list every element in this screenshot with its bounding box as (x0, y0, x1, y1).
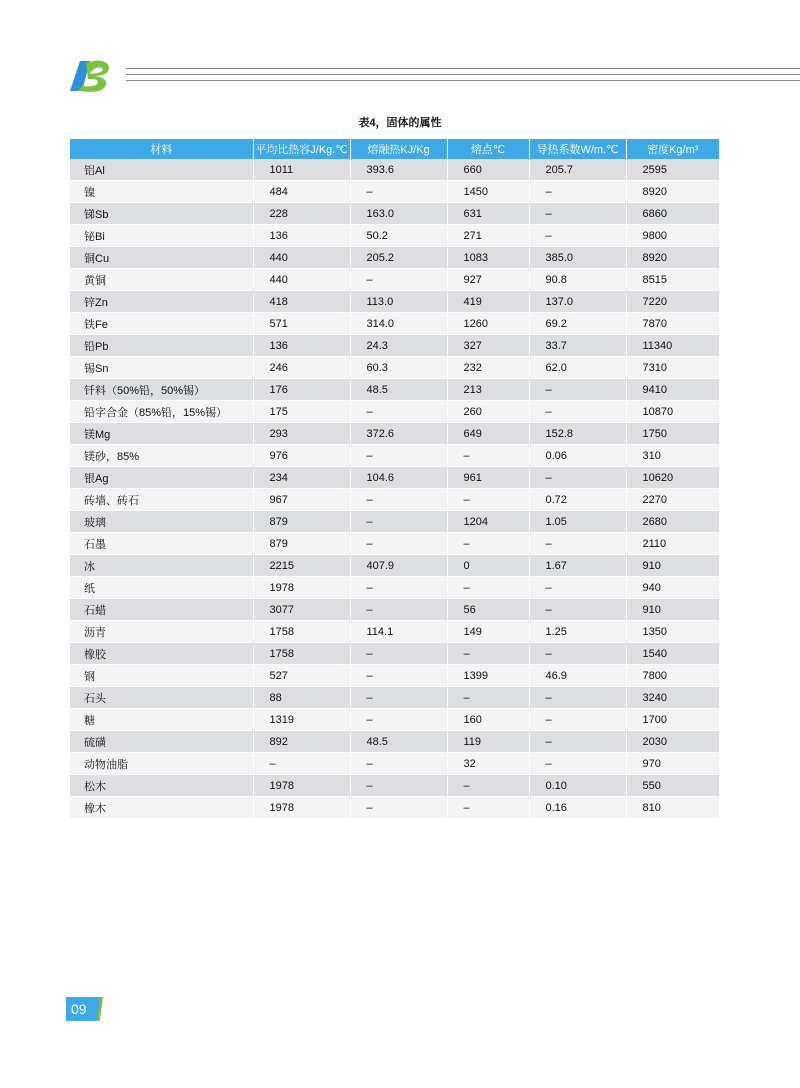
cell-density: 2030 (626, 731, 719, 753)
cell-specific-heat: 892 (253, 731, 350, 753)
cell-melting-point: 56 (447, 599, 529, 621)
cell-density: 8920 (626, 247, 719, 269)
cell-heat-of-fusion: 48.5 (350, 379, 447, 401)
cell-density: 2680 (626, 511, 719, 533)
cell-heat-of-fusion: – (350, 401, 447, 423)
cell-material: 铋Bi (70, 225, 253, 247)
cell-density: 10870 (626, 401, 719, 423)
cell-density: 810 (626, 797, 719, 819)
cell-thermal-conductivity: 69.2 (529, 313, 626, 335)
cell-material: 石墨 (70, 533, 253, 555)
cell-material: 铝Al (70, 159, 253, 181)
cell-density: 970 (626, 753, 719, 775)
cell-thermal-conductivity: 137.0 (529, 291, 626, 313)
cell-density: 3240 (626, 687, 719, 709)
table-row (70, 511, 719, 533)
cell-thermal-conductivity: – (529, 467, 626, 489)
cell-thermal-conductivity: 1.05 (529, 511, 626, 533)
cell-heat-of-fusion: – (350, 775, 447, 797)
table-row (70, 445, 719, 467)
cell-thermal-conductivity: 385.0 (529, 247, 626, 269)
table-row (70, 533, 719, 555)
cell-density: 1700 (626, 709, 719, 731)
table-row (70, 775, 719, 797)
cell-specific-heat: 293 (253, 423, 350, 445)
cell-material: 橡胶 (70, 643, 253, 665)
table-row (70, 555, 719, 577)
cell-material: 石蜡 (70, 599, 253, 621)
cell-density: 7310 (626, 357, 719, 379)
page-number-badge (66, 997, 102, 1021)
cell-thermal-conductivity: 0.72 (529, 489, 626, 511)
cell-melting-point: 660 (447, 159, 529, 181)
cell-density: 2270 (626, 489, 719, 511)
cell-density: 2595 (626, 159, 719, 181)
cell-heat-of-fusion: – (350, 181, 447, 203)
cell-specific-heat: 234 (253, 467, 350, 489)
col-header-heat-of-fusion: 熔融热KJ/Kg (350, 139, 447, 159)
cell-melting-point: 631 (447, 203, 529, 225)
col-header-specific-heat: 平均比热容J/Kg.℃ (253, 139, 350, 159)
cell-specific-heat: 440 (253, 269, 350, 291)
cell-heat-of-fusion: 104.6 (350, 467, 447, 489)
cell-thermal-conductivity: 46.9 (529, 665, 626, 687)
cell-melting-point: – (447, 577, 529, 599)
col-header-melting-point: 熔点℃ (447, 139, 529, 159)
cell-heat-of-fusion: – (350, 269, 447, 291)
table-row (70, 797, 719, 819)
cell-melting-point: 961 (447, 467, 529, 489)
cell-specific-heat: 1758 (253, 621, 350, 643)
cell-thermal-conductivity: – (529, 599, 626, 621)
table-row (70, 379, 719, 401)
cell-density: 8920 (626, 181, 719, 203)
cell-specific-heat: 246 (253, 357, 350, 379)
cell-thermal-conductivity: – (529, 401, 626, 423)
cell-melting-point: 327 (447, 335, 529, 357)
cell-thermal-conductivity: – (529, 643, 626, 665)
table-row (70, 643, 719, 665)
cell-melting-point: – (447, 445, 529, 467)
table-row (70, 247, 719, 269)
cell-melting-point: 649 (447, 423, 529, 445)
cell-heat-of-fusion: – (350, 797, 447, 819)
cell-density: 6860 (626, 203, 719, 225)
table-row (70, 291, 719, 313)
cell-specific-heat: 88 (253, 687, 350, 709)
cell-thermal-conductivity: 205.7 (529, 159, 626, 181)
cell-melting-point: 213 (447, 379, 529, 401)
cell-heat-of-fusion: – (350, 753, 447, 775)
cell-material: 镁Mg (70, 423, 253, 445)
cell-material: 钎料（50%铅，50%锡） (70, 379, 253, 401)
table-row (70, 731, 719, 753)
cell-material: 锌Zn (70, 291, 253, 313)
cell-heat-of-fusion: 407.9 (350, 555, 447, 577)
cell-melting-point: 1204 (447, 511, 529, 533)
table-row (70, 159, 719, 181)
cell-density: 1750 (626, 423, 719, 445)
cell-thermal-conductivity: 0.10 (529, 775, 626, 797)
cell-specific-heat: 484 (253, 181, 350, 203)
cell-heat-of-fusion: 114.1 (350, 621, 447, 643)
table-row (70, 335, 719, 357)
table-row (70, 203, 719, 225)
header-rule (126, 68, 800, 86)
cell-thermal-conductivity: – (529, 753, 626, 775)
cell-heat-of-fusion: 50.2 (350, 225, 447, 247)
cell-material: 纸 (70, 577, 253, 599)
cell-specific-heat: 176 (253, 379, 350, 401)
cell-thermal-conductivity: – (529, 731, 626, 753)
cell-specific-heat: 879 (253, 511, 350, 533)
cell-heat-of-fusion: 24.3 (350, 335, 447, 357)
cell-melting-point: 149 (447, 621, 529, 643)
cell-heat-of-fusion: – (350, 445, 447, 467)
table-row (70, 709, 719, 731)
cell-thermal-conductivity: – (529, 687, 626, 709)
cell-density: 9800 (626, 225, 719, 247)
cell-thermal-conductivity: 90.8 (529, 269, 626, 291)
cell-material: 玻璃 (70, 511, 253, 533)
cell-density: 1540 (626, 643, 719, 665)
cell-heat-of-fusion: – (350, 687, 447, 709)
cell-material: 银Ag (70, 467, 253, 489)
cell-melting-point: 1399 (447, 665, 529, 687)
cell-density: 7800 (626, 665, 719, 687)
cell-heat-of-fusion: – (350, 643, 447, 665)
cell-material: 镍 (70, 181, 253, 203)
cell-material: 铅Pb (70, 335, 253, 357)
cell-heat-of-fusion: 48.5 (350, 731, 447, 753)
cell-specific-heat: 976 (253, 445, 350, 467)
cell-specific-heat: 571 (253, 313, 350, 335)
solid-properties-table (70, 139, 719, 819)
cell-heat-of-fusion: 205.2 (350, 247, 447, 269)
table-row (70, 269, 719, 291)
cell-melting-point: – (447, 489, 529, 511)
cell-heat-of-fusion: 113.0 (350, 291, 447, 313)
cell-thermal-conductivity: 62.0 (529, 357, 626, 379)
cell-material: 硫磺 (70, 731, 253, 753)
cell-material: 镁砂，85% (70, 445, 253, 467)
cell-material: 动物油脂 (70, 753, 253, 775)
cell-material: 糖 (70, 709, 253, 731)
table-row (70, 467, 719, 489)
table-row (70, 313, 719, 335)
cell-material: 石头 (70, 687, 253, 709)
company-logo-icon (66, 55, 126, 95)
cell-thermal-conductivity: – (529, 225, 626, 247)
cell-specific-heat: 1011 (253, 159, 350, 181)
cell-heat-of-fusion: 163.0 (350, 203, 447, 225)
cell-heat-of-fusion: – (350, 489, 447, 511)
cell-material: 松木 (70, 775, 253, 797)
cell-material: 冰 (70, 555, 253, 577)
cell-specific-heat: 879 (253, 533, 350, 555)
cell-material: 砖墙、砖石 (70, 489, 253, 511)
cell-thermal-conductivity: – (529, 709, 626, 731)
cell-heat-of-fusion: 393.6 (350, 159, 447, 181)
cell-material: 橡木 (70, 797, 253, 819)
cell-density: 940 (626, 577, 719, 599)
cell-specific-heat: 418 (253, 291, 350, 313)
cell-thermal-conductivity: 1.25 (529, 621, 626, 643)
cell-melting-point: 119 (447, 731, 529, 753)
cell-density: 11340 (626, 335, 719, 357)
table-row (70, 489, 719, 511)
cell-specific-heat: 527 (253, 665, 350, 687)
table-row (70, 357, 719, 379)
cell-specific-heat: – (253, 753, 350, 775)
cell-melting-point: 419 (447, 291, 529, 313)
cell-specific-heat: 1978 (253, 797, 350, 819)
cell-specific-heat: 3077 (253, 599, 350, 621)
cell-density: 2110 (626, 533, 719, 555)
cell-density: 1350 (626, 621, 719, 643)
cell-specific-heat: 1319 (253, 709, 350, 731)
cell-heat-of-fusion: – (350, 709, 447, 731)
cell-melting-point: 1083 (447, 247, 529, 269)
cell-thermal-conductivity: – (529, 577, 626, 599)
cell-melting-point: 32 (447, 753, 529, 775)
table-row (70, 599, 719, 621)
cell-melting-point: – (447, 687, 529, 709)
table-header-row (70, 139, 719, 159)
cell-melting-point: 160 (447, 709, 529, 731)
cell-material: 铅字合金（85%铅，15%锡） (70, 401, 253, 423)
cell-thermal-conductivity: – (529, 203, 626, 225)
cell-heat-of-fusion: 372.6 (350, 423, 447, 445)
cell-melting-point: 927 (447, 269, 529, 291)
cell-melting-point: – (447, 643, 529, 665)
cell-melting-point: – (447, 533, 529, 555)
cell-material: 沥青 (70, 621, 253, 643)
cell-material: 锑Sb (70, 203, 253, 225)
cell-heat-of-fusion: – (350, 599, 447, 621)
cell-specific-heat: 228 (253, 203, 350, 225)
page-number: 09 (71, 1001, 87, 1017)
cell-specific-heat: 967 (253, 489, 350, 511)
cell-specific-heat: 2215 (253, 555, 350, 577)
cell-melting-point: 0 (447, 555, 529, 577)
cell-heat-of-fusion: – (350, 511, 447, 533)
table-row (70, 665, 719, 687)
cell-thermal-conductivity: 0.16 (529, 797, 626, 819)
cell-material: 铜Cu (70, 247, 253, 269)
table-title: 表4，固体的属性 (358, 117, 442, 129)
cell-melting-point: – (447, 775, 529, 797)
cell-specific-heat: 440 (253, 247, 350, 269)
table-row (70, 621, 719, 643)
cell-specific-heat: 1978 (253, 775, 350, 797)
cell-melting-point: 260 (447, 401, 529, 423)
cell-density: 8515 (626, 269, 719, 291)
cell-density: 10620 (626, 467, 719, 489)
cell-melting-point: 1260 (447, 313, 529, 335)
cell-specific-heat: 1978 (253, 577, 350, 599)
cell-density: 7220 (626, 291, 719, 313)
cell-thermal-conductivity: 0.06 (529, 445, 626, 467)
cell-specific-heat: 136 (253, 225, 350, 247)
cell-specific-heat: 1758 (253, 643, 350, 665)
col-header-thermal-conductivity: 导热系数W/m.℃ (529, 139, 626, 159)
cell-thermal-conductivity: 152.8 (529, 423, 626, 445)
cell-melting-point: 1450 (447, 181, 529, 203)
cell-thermal-conductivity: – (529, 379, 626, 401)
table-row (70, 753, 719, 775)
col-header-material: 材料 (70, 139, 253, 159)
cell-melting-point: – (447, 797, 529, 819)
cell-specific-heat: 136 (253, 335, 350, 357)
cell-heat-of-fusion: – (350, 533, 447, 555)
table-row (70, 687, 719, 709)
cell-density: 550 (626, 775, 719, 797)
table-row (70, 401, 719, 423)
cell-density: 310 (626, 445, 719, 467)
cell-thermal-conductivity: 1.67 (529, 555, 626, 577)
cell-melting-point: 232 (447, 357, 529, 379)
cell-material: 锡Sn (70, 357, 253, 379)
cell-density: 910 (626, 555, 719, 577)
cell-heat-of-fusion: – (350, 577, 447, 599)
table-row (70, 181, 719, 203)
col-header-density: 密度Kg/m³ (626, 139, 719, 159)
table-row (70, 423, 719, 445)
table-row (70, 577, 719, 599)
cell-material: 铁Fe (70, 313, 253, 335)
cell-density: 910 (626, 599, 719, 621)
cell-heat-of-fusion: 314.0 (350, 313, 447, 335)
cell-thermal-conductivity: – (529, 181, 626, 203)
cell-thermal-conductivity: – (529, 533, 626, 555)
cell-melting-point: 271 (447, 225, 529, 247)
cell-heat-of-fusion: 60.3 (350, 357, 447, 379)
cell-material: 黄铜 (70, 269, 253, 291)
cell-heat-of-fusion: – (350, 665, 447, 687)
cell-density: 9410 (626, 379, 719, 401)
cell-thermal-conductivity: 33.7 (529, 335, 626, 357)
cell-density: 7870 (626, 313, 719, 335)
cell-material: 钢 (70, 665, 253, 687)
table-row (70, 225, 719, 247)
cell-specific-heat: 175 (253, 401, 350, 423)
